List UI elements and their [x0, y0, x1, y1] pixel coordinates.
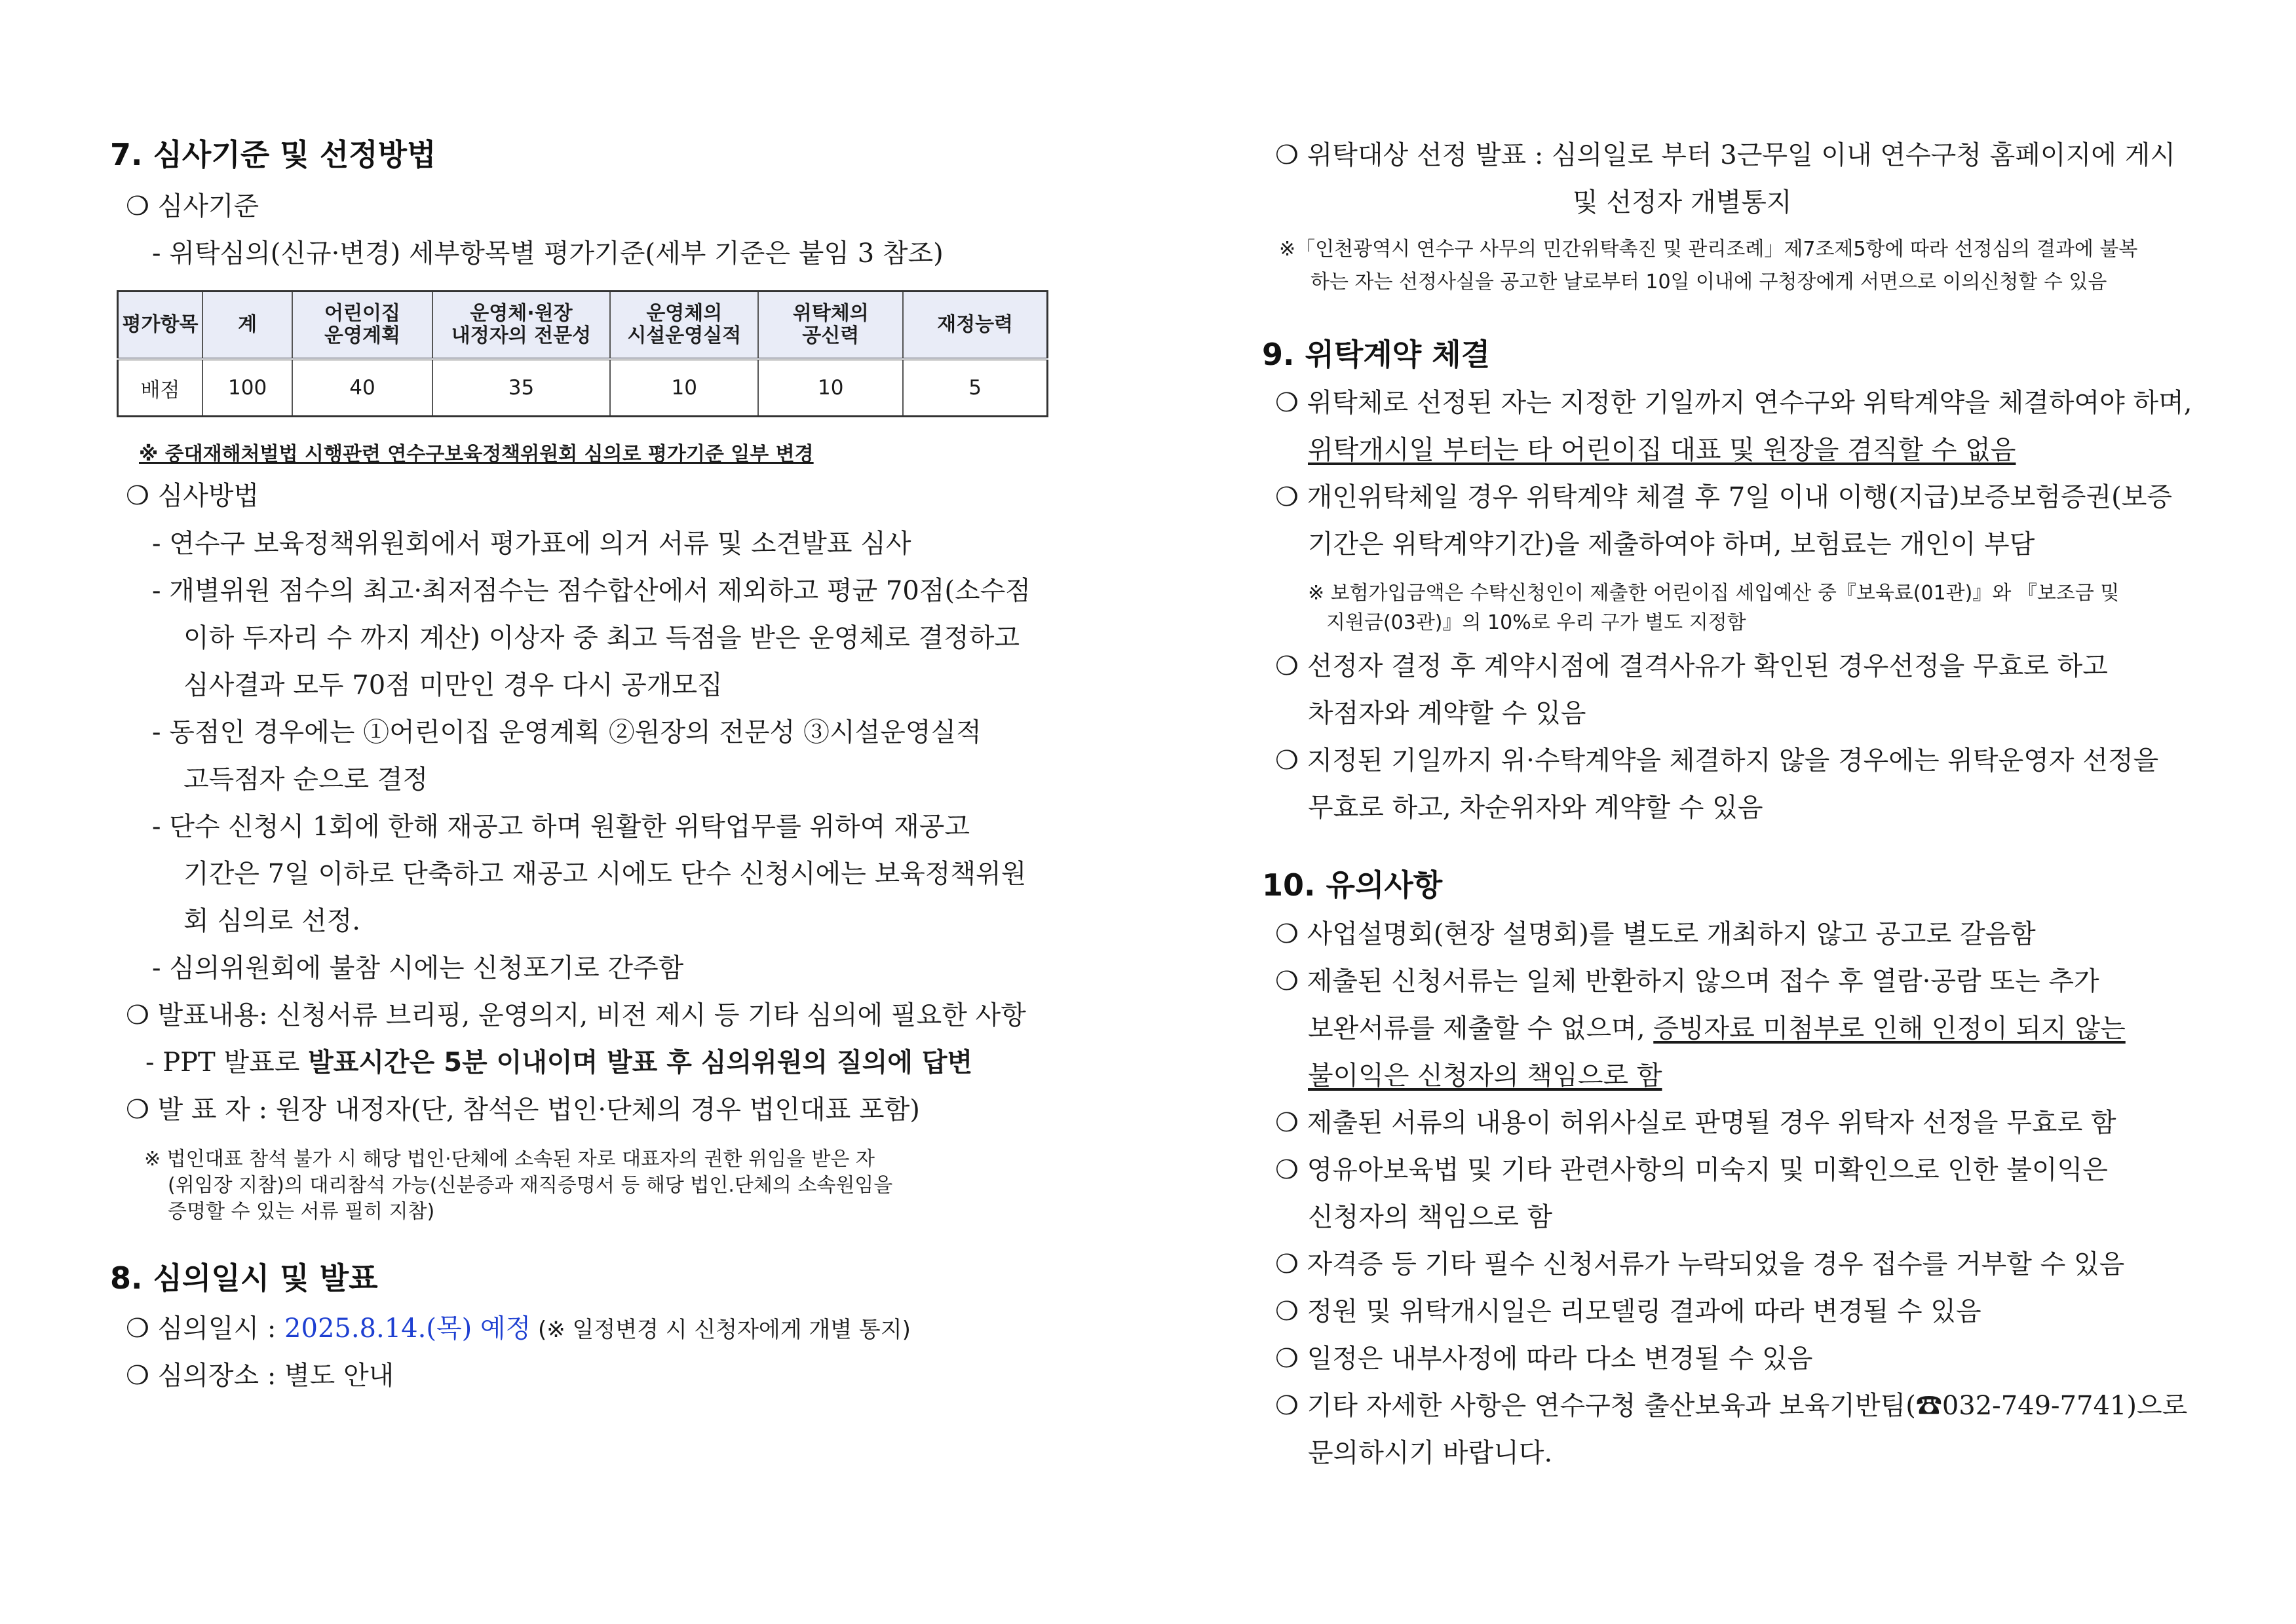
s10-item-b2-underlined: 증빙자료 미첨부로 인해 인정이 되지 않는 — [1653, 1013, 2126, 1044]
s7-criteria-note: ※ 중대재해처벌법 시행관련 연수구보육정책위원회 심의로 평가기준 일부 변경 — [139, 443, 814, 466]
s10-item-f: ❍ 정원 및 위탁개시일은 리모델링 결과에 따라 변경될 수 있음 — [1275, 1296, 1981, 1327]
s7-method-3a: - 동점인 경우에는 ①어린이집 운영계획 ②원장의 전문성 ③시설운영실적 — [152, 717, 982, 747]
s9-item-d2: 무효로 하고, 차순위자와 계약할 수 있음 — [1308, 793, 1763, 823]
s8-date-note: (※ 일정변경 시 신청자에게 개별 통지) — [531, 1317, 911, 1343]
s7-method-label: ❍ 심사방법 — [126, 481, 259, 511]
s7-method-3b: 고득점자 순으로 결정 — [183, 765, 429, 795]
s10-item-b2 — [1308, 1008, 2126, 1045]
td-total: 100 — [202, 359, 292, 417]
s9-item-a2: 위탁개시일 부터는 타 어린이집 대표 및 원장을 겸직할 수 없음 — [1308, 435, 2016, 465]
s8-date — [126, 1308, 911, 1345]
th-plan-text: 어린이집 운영계획 — [324, 302, 400, 347]
section-8-title: 8. 심의일시 및 발표 — [110, 1260, 378, 1296]
s7-method-4c: 회 심의로 선정. — [183, 906, 360, 936]
s7-presentation-detail — [145, 1042, 972, 1079]
s7-method-4b: 기간은 7일 이하로 단축하고 재공고 시에도 단수 신청시에는 보육정책위원 — [183, 859, 1027, 889]
s8-date-label: ❍ 심의일시 : — [126, 1313, 285, 1344]
s10-item-h1: ❍ 기타 자세한 사항은 연수구청 출산보육과 보육기반팀(☎032-749-7741)으로 — [1275, 1391, 2188, 1421]
s9-item-a1: ❍ 위탁체로 선정된 자는 지정한 기일까지 연수구와 위탁계약을 체결하여야 하며, — [1275, 388, 2192, 418]
s7-presentation-content: ❍ 발표내용: 신청서류 브리핑, 운영의지, 비전 제시 등 기타 심의에 필요한 사항 — [126, 1000, 1026, 1030]
evaluation-table — [117, 290, 1048, 417]
r-announce-2: 및 선정자 개별통지 — [1573, 187, 1792, 217]
s7-criteria-label: ❍ 심사기준 — [126, 191, 259, 221]
s9-item-d1: ❍ 지정된 기일까지 위·수탁계약을 체결하지 않을 경우에는 위탁운영자 선정을 — [1275, 746, 2159, 776]
td-plan: 40 — [292, 359, 432, 417]
th-credibility-text: 위탁체의 공신력 — [792, 302, 869, 347]
s9-item-b-note-1: ※ 보험가입금액은 수탁신청인이 제출한 어린이집 세입예산 중『보육료(01관)』와 『보조금 및 — [1308, 582, 2120, 605]
s7-method-2b: 이하 두자리 수 까지 계산) 이상자 중 최고 득점을 받은 운영체로 결정하고 — [183, 623, 1020, 653]
s7-presenter-note-1: ※ 법인대표 참석 불가 시 해당 법인·단체에 소속된 자로 대표자의 권한 위임을 받은 자 — [144, 1148, 875, 1171]
section-10-title: 10. 유의사항 — [1262, 867, 1443, 903]
s10-item-g: ❍ 일정은 내부사정에 따라 다소 변경될 수 있음 — [1275, 1344, 1813, 1374]
table-row — [118, 359, 1048, 417]
s10-item-c: ❍ 제출된 서류의 내용이 허위사실로 판명될 경우 위탁자 선정을 무효로 함 — [1275, 1108, 2116, 1138]
s10-item-b3: 불이익은 신청자의 책임으로 함 — [1308, 1061, 1662, 1091]
td-finance: 5 — [903, 359, 1047, 417]
s7-ppt-text: - PPT 발표로 — [145, 1048, 309, 1078]
s10-item-e: ❍ 자격증 등 기타 필수 신청서류가 누락되었을 경우 접수를 거부할 수 있음 — [1275, 1249, 2125, 1279]
th-expertise-text: 운영체·원장 내정자의 전문성 — [451, 302, 592, 347]
td-label: 배점 — [118, 359, 202, 417]
r-appeal-note-1: ※「인천광역시 연수구 사무의 민간위탁촉진 및 관리조례」제7조제5항에 따라 선정심의 결과에 불복 — [1279, 238, 2138, 261]
s7-method-4a: - 단수 신청시 1회에 한해 재공고 하며 원활한 위탁업무를 위하여 재공고 — [152, 812, 970, 842]
s8-date-value: 2025.8.14.(목) 예정 — [284, 1313, 531, 1344]
s7-method-2a: - 개별위원 점수의 최고·최저점수는 점수합산에서 제외하고 평균 70점(소수점 — [152, 576, 1031, 606]
th-item: 평가항목 — [118, 292, 202, 360]
table-header-row — [118, 292, 1048, 360]
th-plan — [292, 292, 432, 360]
s9-item-c1: ❍ 선정자 결정 후 계약시점에 결격사유가 확인된 경우선정을 무효로 하고 — [1275, 651, 2108, 681]
s9-item-b2: 기간은 위탁계약기간)을 제출하여야 하며, 보험료는 개인이 부담 — [1308, 529, 2035, 559]
s9-item-b1: ❍ 개인위탁체일 경우 위탁계약 체결 후 7일 이내 이행(지급)보증보험증권(보증 — [1275, 482, 2173, 512]
s8-place: ❍ 심의장소 : 별도 안내 — [126, 1361, 394, 1391]
th-record — [610, 292, 758, 360]
th-record-text: 운영체의 시설운영실적 — [627, 302, 742, 347]
s7-presenter-note-2: (위임장 지참)의 대리참석 가능(신분증과 재직증명서 등 해당 법인.단체의 소속원임을 — [168, 1174, 893, 1197]
td-record: 10 — [610, 359, 758, 417]
td-credibility: 10 — [758, 359, 903, 417]
th-expertise — [432, 292, 611, 360]
s7-method-5: - 심의위원회에 불참 시에는 신청포기로 간주함 — [152, 953, 684, 983]
s10-item-d2: 신청자의 책임으로 함 — [1308, 1202, 1553, 1232]
s10-item-d1: ❍ 영유아보육법 및 기타 관련사항의 미숙지 및 미확인으로 인한 불이익은 — [1275, 1155, 2108, 1185]
s7-presenter-note-3: 증명할 수 있는 서류 필히 지참) — [168, 1200, 435, 1223]
s7-presenter: ❍ 발 표 자 : 원장 내정자(단, 참석은 법인·단체의 경우 법인대표 포함) — [126, 1095, 920, 1125]
s10-item-b1: ❍ 제출된 신청서류는 일체 반환하지 않으며 접수 후 열람·공람 또는 추가 — [1275, 966, 2099, 996]
s9-item-b-note-2: 지원금(03관)』의 10%로 우리 구가 별도 지정함 — [1326, 611, 1746, 634]
section-7-title: 7. 심사기준 및 선정방법 — [110, 137, 436, 172]
s7-method-2c: 심사결과 모두 70점 미만인 경우 다시 공개모집 — [183, 670, 723, 700]
s10-item-h2: 문의하시기 바랍니다. — [1308, 1438, 1553, 1468]
th-credibility — [758, 292, 903, 360]
s10-item-a: ❍ 사업설명회(현장 설명회)를 별도로 개최하지 않고 공고로 갈음함 — [1275, 919, 2036, 949]
th-total: 계 — [202, 292, 292, 360]
th-finance: 재정능력 — [903, 292, 1047, 360]
s7-ppt-bold: 발표시간은 5분 이내이며 발표 후 심의위원의 질의에 답변 — [308, 1048, 973, 1078]
s7-criteria-desc: - 위탁심의(신규·변경) 세부항목별 평가기준(세부 기준은 붙임 3 참조) — [152, 238, 944, 269]
s10-item-b2-text: 보완서류를 제출할 수 없으며, — [1308, 1013, 1654, 1044]
td-expertise: 35 — [432, 359, 611, 417]
r-announce-1: ❍ 위탁대상 선정 발표 : 심의일로 부터 3근무일 이내 연수구청 홈페이지에 게시 — [1275, 140, 2175, 170]
r-appeal-note-2: 하는 자는 선정사실을 공고한 날로부터 10일 이내에 구청장에게 서면으로 이의신청할 수 있음 — [1311, 271, 2107, 293]
section-9-title: 9. 위탁계약 체결 — [1262, 337, 1491, 372]
s7-method-1: - 연수구 보육정책위원회에서 평가표에 의거 서류 및 소견발표 심사 — [152, 529, 911, 559]
s9-item-c2: 차점자와 계약할 수 있음 — [1308, 698, 1586, 728]
